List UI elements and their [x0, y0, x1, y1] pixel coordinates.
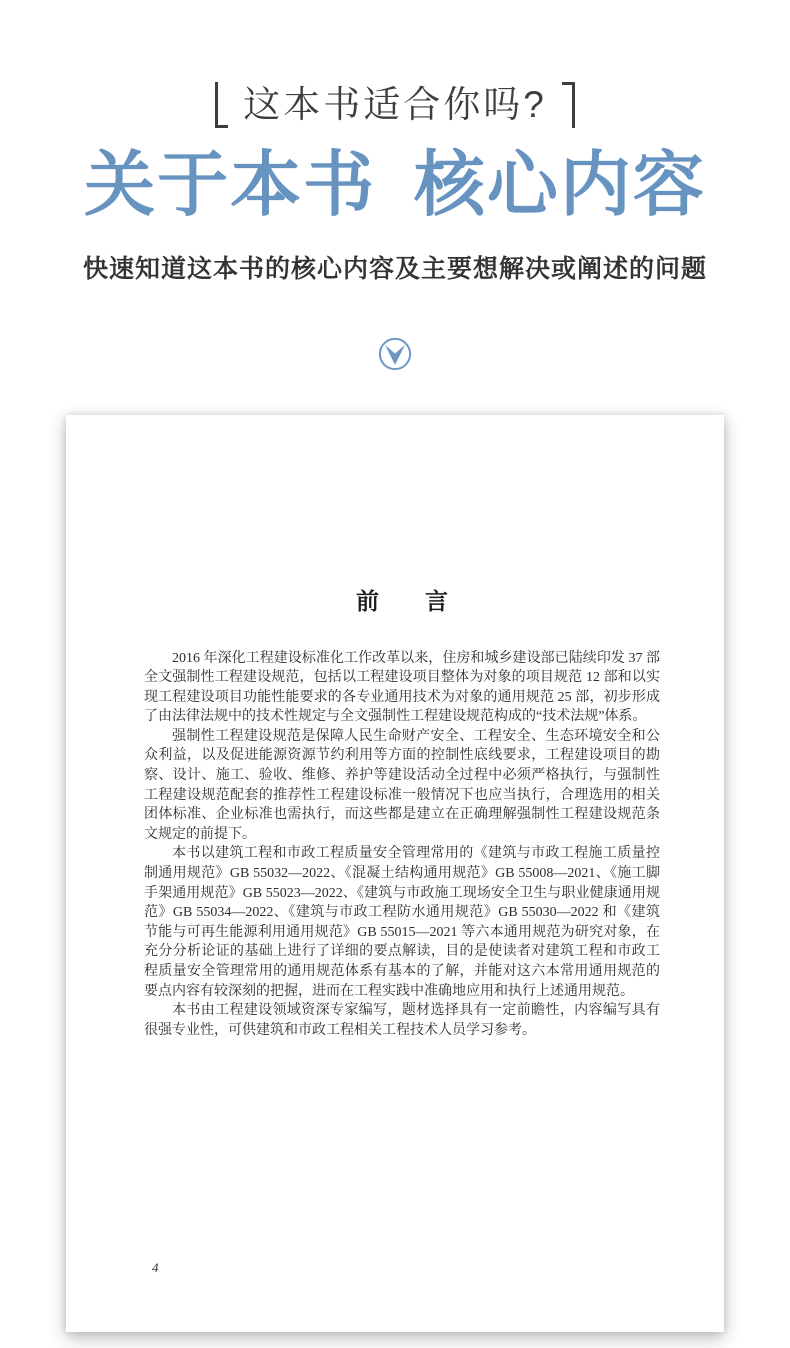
- down-arrow-icon: [378, 337, 412, 371]
- page-number: 4: [152, 1259, 159, 1275]
- preface-title: 前 言: [356, 588, 448, 614]
- preface-paragraph-3: 本书以建筑工程和市政工程质量安全管理常用的《建筑与市政工程施工质量控制通用规范》GB 55032—2022、《混凝土结构通用规范》GB 55008—2021、《施工脚手架通用规范》GB 55023—2022、《建筑与市政施工现场安全卫生与职业健康通用规范》GB 55034—2022、《建筑与市政工程防水通用规范》GB 55030—2022 和《建筑节能与可再生能源利用通用规范》GB 55015—2021 等六本通用规范为研究对象，在充分分析论证的基础上进行了详细的要点解读，目的是使读者对建筑工程和市政工程质量安全管理常用的通用规范体系有基本的了解，并能对这六本常用通用规范的要点内容有较深刻的把握，进而在工程实践中准确地应用和执行上述通用规范。: [144, 846, 660, 999]
- preface-paragraph-2: 强制性工程建设规范是保障人民生命财产安全、工程安全、生态环境安全和公众利益，以及促进能源资源节约利用等方面的控制性底线要求，工程建设项目的勘察、设计、施工、验收、维修、养护等建设活动全过程中必须严格执行，与强制性工程建设规范配套的推荐性工程建设标准一般情况下也应当执行，合理选用的相关团体标准、企业标准也需执行，而这些都是建立在正确理解强制性工程建设规范条文规定的前提下。: [144, 728, 660, 842]
- hero-section: [0, 0, 790, 371]
- bracket-heading-text: 这本书适合你吗?: [243, 84, 547, 125]
- corner-bracket-left-icon: [215, 82, 228, 128]
- page-subtitle: 快速知道这本书的核心内容及主要想解决或阐述的问题: [82, 254, 707, 283]
- preface-body: [144, 649, 660, 1041]
- preface-page: [66, 415, 724, 1332]
- bracket-heading: [215, 82, 575, 128]
- page-title: 关于本书 核心内容: [84, 147, 706, 225]
- corner-bracket-right-icon: [562, 82, 575, 128]
- preface-paragraph-4: 本书由工程建设领域资深专家编写，题材选择具有一定前瞻性，内容编写具有很强专业性，可供建筑和市政工程相关工程技术人员学习参考。: [144, 1003, 660, 1038]
- scroll-indicator: [0, 337, 790, 371]
- preface-paragraph-1: 2016 年深化工程建设标准化工作改革以来，住房和城乡建设部已陆续印发 37 部全文强制性工程建设规范，包括以工程建设项目整体为对象的项目规范 12 部和以实现工程建设项目功能性能要求的各专业通用技术为对象的通用规范 25 部，初步形成了由法律法规中的技术性规定与全文强制性工程建设规范构成的“技术法规”体系。: [144, 650, 660, 725]
